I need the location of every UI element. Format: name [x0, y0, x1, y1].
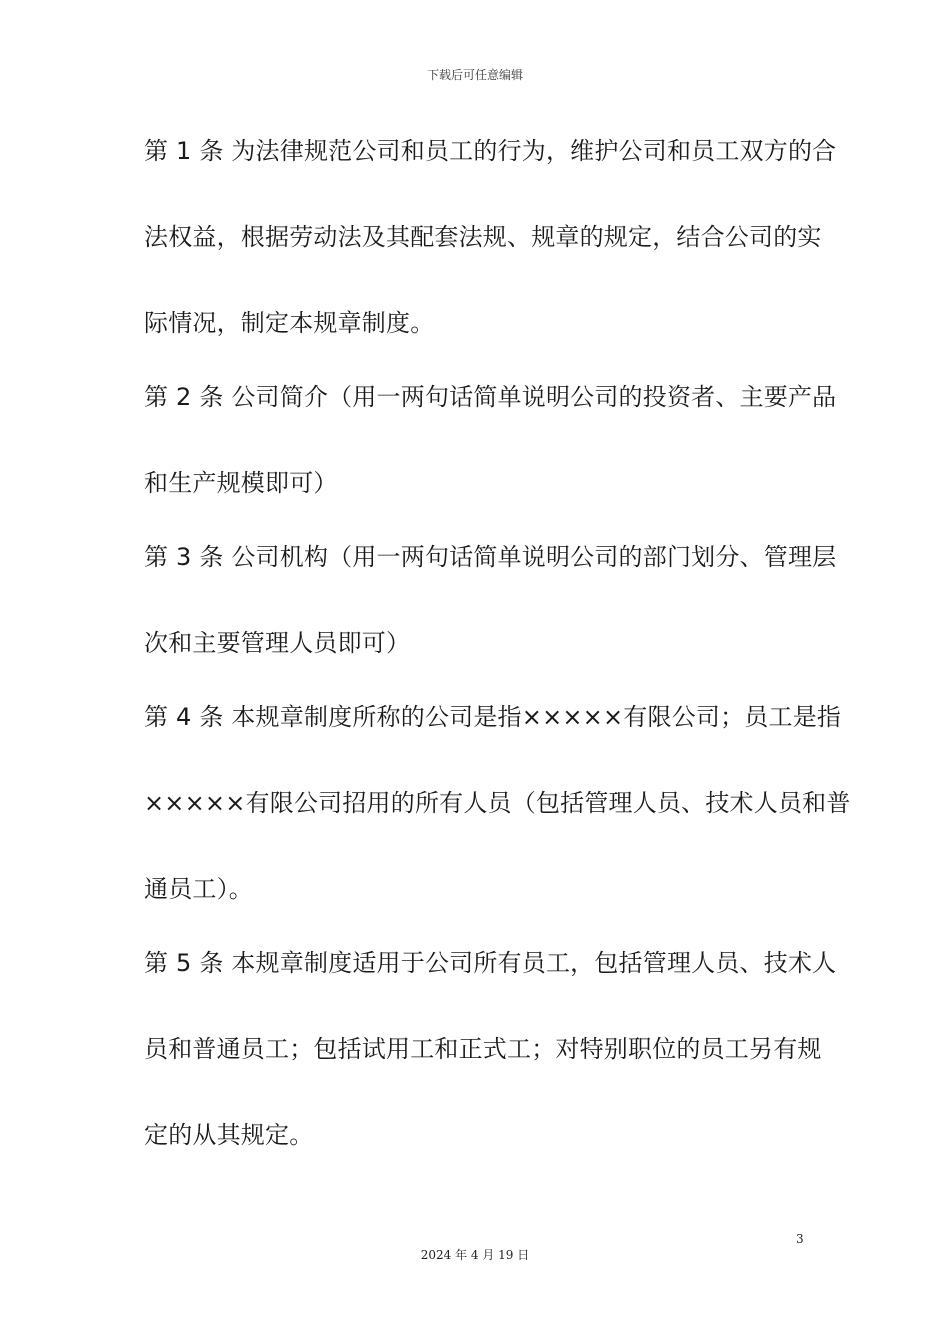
- article-line: 通员工）。: [144, 875, 253, 903]
- article-2: [144, 373, 837, 507]
- article-line: 际情况，制定本规章制度。: [144, 309, 435, 337]
- article-4: [144, 693, 851, 913]
- footer-date: 2024 年 4 月 19 日: [420, 1248, 530, 1262]
- article-line: 次和主要管理人员即可）: [144, 629, 411, 657]
- article-5: [144, 939, 837, 1159]
- article-line: 员和普通员工；包括试用工和正式工；对特别职位的员工另有规: [144, 1035, 822, 1063]
- page-number: 3: [796, 1232, 804, 1246]
- document-body: [144, 127, 851, 1159]
- article-line: 法权益，根据劳动法及其配套法规、规章的规定，结合公司的实: [144, 223, 822, 251]
- article-line: 第 4 条 本规章制度所称的公司是指×××××有限公司；员工是指: [144, 703, 842, 731]
- article-line: ×××××有限公司招用的所有人员（包括管理人员、技术人员和普: [144, 789, 851, 817]
- article-line: 第 1 条 为法律规范公司和员工的行为，维护公司和员工双方的合: [144, 137, 837, 165]
- header-note: 下载后可任意编辑: [426, 68, 523, 82]
- article-line: 第 2 条 公司简介（用一两句话简单说明公司的投资者、主要产品: [144, 383, 837, 411]
- article-1: [144, 127, 837, 347]
- article-line: 和生产规模即可）: [144, 469, 338, 497]
- article-3: [144, 533, 837, 667]
- article-line: 定的从其规定。: [144, 1121, 314, 1149]
- article-line: 第 5 条 本规章制度适用于公司所有员工，包括管理人员、技术人: [144, 949, 837, 977]
- article-line: 第 3 条 公司机构（用一两句话简单说明公司的部门划分、管理层: [144, 543, 837, 571]
